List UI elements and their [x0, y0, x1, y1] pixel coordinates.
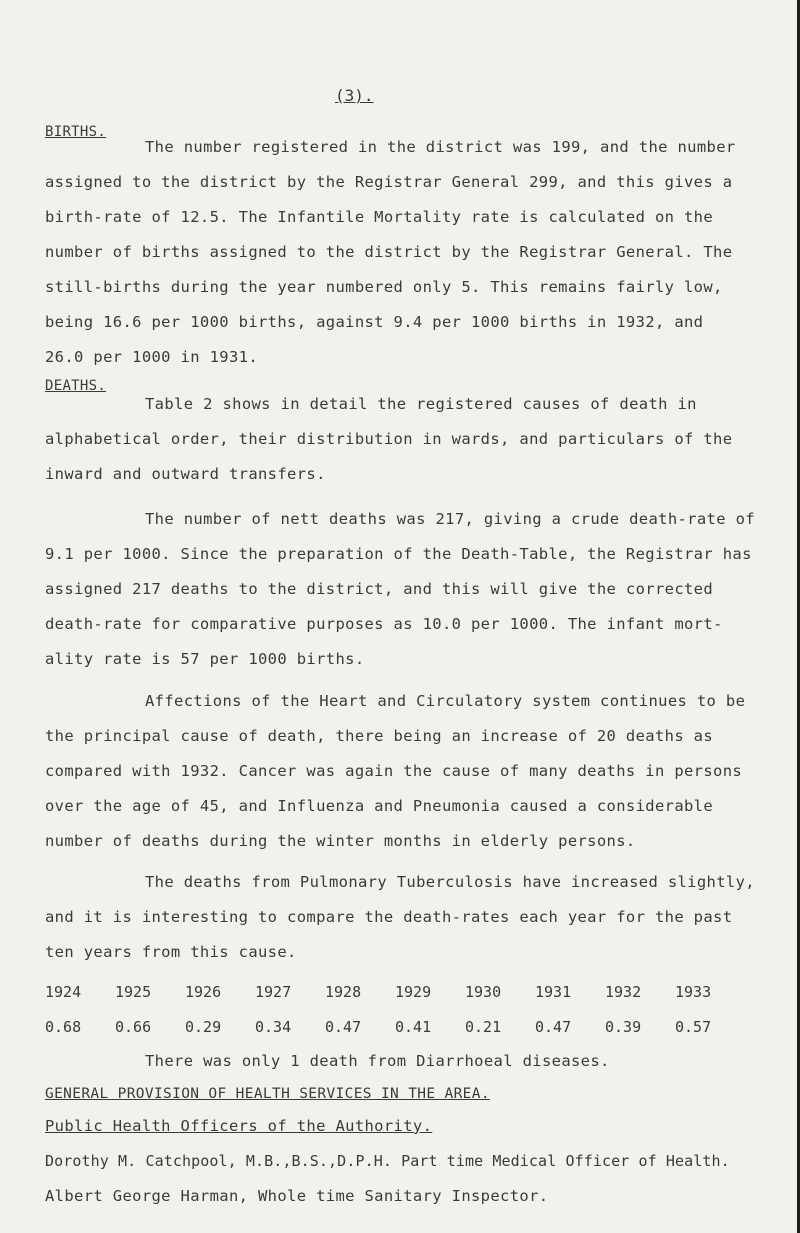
deaths-line: ality rate is 57 per 1000 births. [45, 650, 365, 668]
deaths-line: inward and outward transfers. [45, 465, 326, 483]
deaths-line: 9.1 per 1000. Since the preparation of the Death-Table, the Registrar has [45, 545, 752, 563]
rate-cell: 0.68 [45, 1018, 82, 1036]
general-provision-heading: GENERAL PROVISION OF HEALTH SERVICES IN THE AREA. [45, 1086, 490, 1102]
year-cell: 1928 [325, 983, 362, 1001]
deaths-line: the principal cause of death, there being an increase of 20 deaths as [45, 727, 714, 745]
deaths-line: alphabetical order, their distribution in wards, and particulars of the [45, 430, 733, 448]
diarrhoeal-note: There was only 1 death from Diarrhoeal diseases. [145, 1052, 610, 1070]
deaths-line: Affections of the Heart and Circulatory system continues to be [145, 692, 746, 710]
deaths-line: over the age of 45, and Influenza and Pneumonia caused a considerable [45, 797, 714, 815]
deaths-line: number of deaths during the winter months in elderly persons. [45, 832, 636, 850]
births-line: being 16.6 per 1000 births, against 9.4 per 1000 births in 1932, and [45, 313, 704, 331]
year-cell: 1929 [395, 983, 432, 1001]
rate-cell: 0.66 [115, 1018, 152, 1036]
rate-cell: 0.29 [185, 1018, 222, 1036]
deaths-line: compared with 1932. Cancer was again the cause of many deaths in persons [45, 762, 743, 780]
rate-cell: 0.39 [605, 1018, 642, 1036]
rate-cell: 0.47 [325, 1018, 362, 1036]
deaths-heading: DEATHS. [45, 378, 107, 394]
rate-cell: 0.57 [675, 1018, 712, 1036]
deaths-line: death-rate for comparative purposes as 10.0 per 1000. The infant mort- [45, 615, 723, 633]
births-line: birth-rate of 12.5. The Infantile Mortality rate is calculated on the [45, 208, 714, 226]
deaths-line: Table 2 shows in detail the registered causes of death in [145, 395, 697, 413]
year-cell: 1933 [675, 983, 712, 1001]
officer-entry: Dorothy M. Catchpool, M.B.,B.S.,D.P.H. Part time Medical Officer of Health. [45, 1152, 730, 1170]
officer-entry: Albert George Harman, Whole time Sanitary Inspector. [45, 1187, 549, 1205]
births-line: still-births during the year numbered only 5. This remains fairly low, [45, 278, 723, 296]
year-cell: 1924 [45, 983, 82, 1001]
births-line: number of births assigned to the district by the Registrar General. The [45, 243, 733, 261]
deaths-line: ten years from this cause. [45, 943, 297, 961]
births-line: assigned to the district by the Registrar General 299, and this gives a [45, 173, 733, 191]
year-cell: 1932 [605, 983, 642, 1001]
year-cell: 1926 [185, 983, 222, 1001]
births-line: 26.0 per 1000 in 1931. [45, 348, 258, 366]
births-line: The number registered in the district was 199, and the number [145, 138, 736, 156]
deaths-line: assigned 217 deaths to the district, and this will give the corrected [45, 580, 714, 598]
deaths-line: The number of nett deaths was 217, giving a crude death-rate of [145, 510, 755, 528]
year-cell: 1925 [115, 983, 152, 1001]
rate-cell: 0.34 [255, 1018, 292, 1036]
deaths-line: The deaths from Pulmonary Tuberculosis have increased slightly, [145, 873, 755, 891]
officers-subheading: Public Health Officers of the Authority. [45, 1117, 433, 1135]
years-row [45, 983, 745, 1001]
rates-row [45, 1018, 745, 1036]
rate-cell: 0.41 [395, 1018, 432, 1036]
rate-cell: 0.47 [535, 1018, 572, 1036]
page-number: (3). [335, 86, 374, 105]
year-cell: 1931 [535, 983, 572, 1001]
births-heading: BIRTHS. [45, 124, 107, 140]
deaths-line: and it is interesting to compare the death-rates each year for the past [45, 908, 733, 926]
year-cell: 1930 [465, 983, 502, 1001]
year-cell: 1927 [255, 983, 292, 1001]
rate-cell: 0.21 [465, 1018, 502, 1036]
